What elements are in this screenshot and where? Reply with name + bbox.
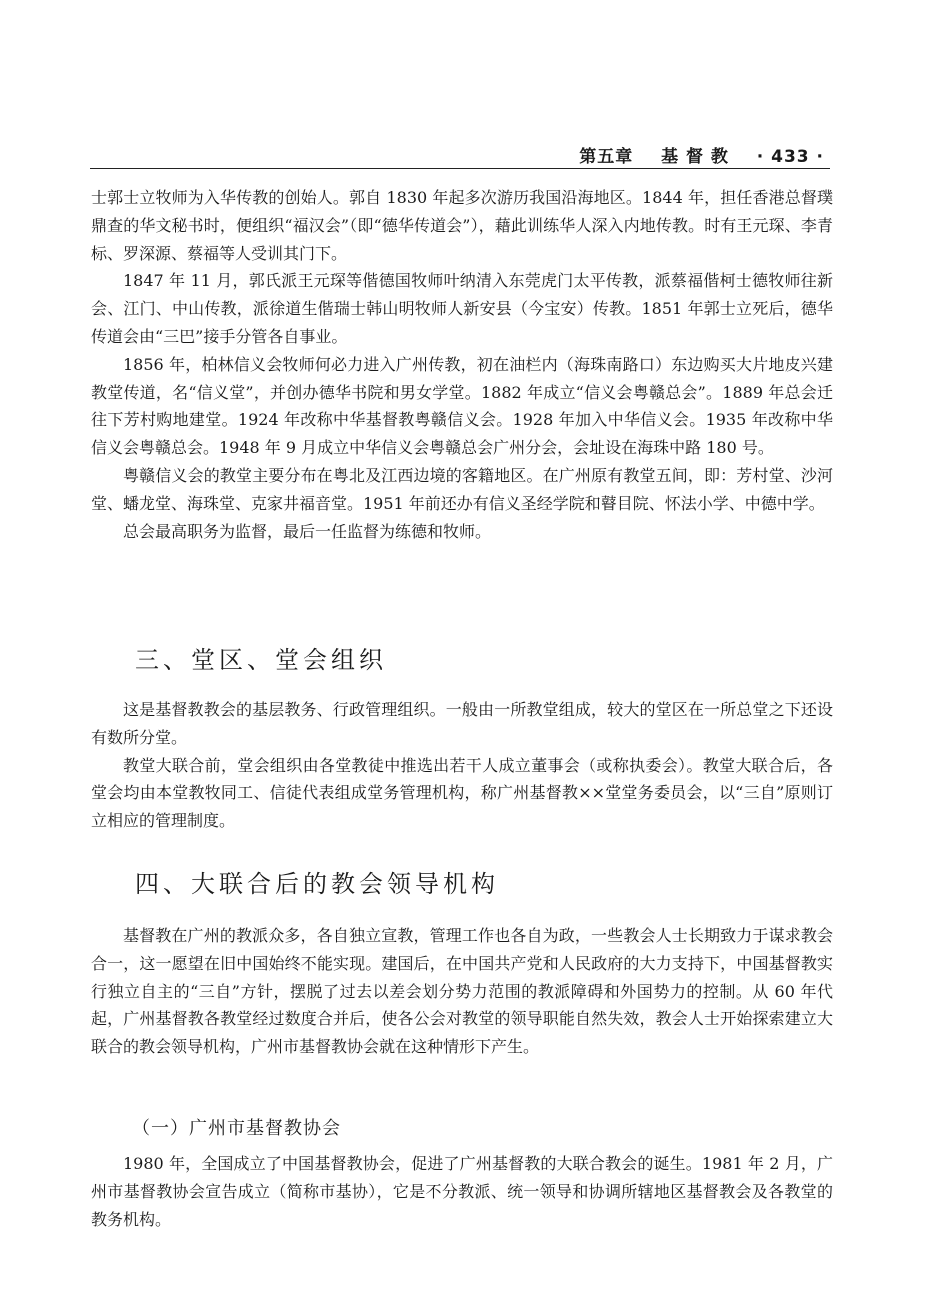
text-block-section-3	[91, 696, 833, 835]
chapter-title: 基 督 教	[661, 147, 729, 167]
sub-heading-1: （一）广州市基督教协会	[132, 1118, 341, 1139]
text-block-section-4	[91, 922, 833, 1061]
paragraph: 1847 年 11 月，郭氏派王元琛等偕德国牧师叶纳清入东莞虎门太平传教，派蔡福偕柯士德牧师往新会、江门、中山传教，派徐道生偕瑞士韩山明牧师人新安县（今宝安）传教。1851 年郭士立死后，德华传道会由“三巴”接手分管各自事业。	[91, 271, 833, 346]
paragraph: 1856 年，柏林信义会牧师何必力进入广州传教，初在油栏内（海珠南路口）东边购买大片地皮兴建教堂传道，名“信义堂”，并创办德华书院和男女学堂。1882 年成立“信义会粤赣总会”。1889 年总会迁往下芳村购地建堂。1924 年改称中华基督教粤赣信义会。1928 年加入中华信义会。1935 年改称中华信义会粤赣总会。1948 年 9 月成立中华信义会粤赣总会广州分会，会址设在海珠中路 180 号。	[91, 354, 833, 458]
header-text	[579, 142, 824, 167]
paragraph: 基督教在广州的教派众多，各自独立宣教，管理工作也各自为政，一些教会人士长期致力于谋求教会合一，这一愿望在旧中国始终不能实现。建国后，在中国共产党和人民政府的大力支持下，中国基督教实行独立自主的“三自”方针，摆脱了过去以差会划分势力范围的教派障碍和外国势力的控制。从 60 年代起，广州基督教各教堂经过数度合并后，使各公会对教堂的领导职能自然失效，教会人士开始探索建立大联合的教会领导机构，广州市基督教协会就在这种情形下产生。	[91, 926, 833, 1057]
running-header	[90, 142, 830, 169]
text-block-subsection-1	[91, 1150, 833, 1233]
paragraph: 总会最高职务为监督，最后一任监督为练德和牧师。	[123, 521, 492, 541]
text-block-1	[91, 184, 833, 545]
paragraph: 这是基督教教会的基层教务、行政管理组织。一般由一所教堂组成，较大的堂区在一所总堂之下还设有数所分堂。	[91, 700, 833, 747]
section-heading-4: 四、大联合后的教会领导机构	[135, 870, 499, 898]
paragraph: 粤赣信义会的教堂主要分布在粤北及江西边境的客籍地区。在广州原有教堂五间，即：芳村堂、沙河堂、蟠龙堂、海珠堂、克家井福音堂。1951 年前还办有信义圣经学院和瞽目院、怀法小学、中德中学。	[91, 465, 833, 513]
paragraph: 1980 年，全国成立了中国基督教协会，促进了广州基督教的大联合教会的诞生。1981 年 2 月，广州市基督教协会宣告成立（简称市基协），它是不分教派、统一领导和协调所辖地区基督教会及各教堂的教务机构。	[91, 1154, 833, 1229]
section-heading-3: 三、堂区、堂会组织	[135, 646, 387, 674]
paragraph: 士郭士立牧师为入华传教的创始人。郭自 1830 年起多次游历我国沿海地区。1844 年，担任香港总督璞鼎查的华文秘书时，便组织“福汉会”（即“德华传道会”），藉此训练华人深入内地传教。时有王元琛、李青标、罗深源、蔡福等人受训其门下。	[91, 188, 833, 263]
page-number: · 433 ·	[756, 147, 824, 167]
chapter-label: 第五章	[579, 147, 634, 167]
paragraph: 教堂大联合前，堂会组织由各堂教徒中推选出若干人成立董事会（或称执委会）。教堂大联合后，各堂会均由本堂教牧同工、信徒代表组成堂务管理机构，称广州基督教××堂堂务委员会，以“三自”原则订立相应的管理制度。	[91, 755, 833, 831]
